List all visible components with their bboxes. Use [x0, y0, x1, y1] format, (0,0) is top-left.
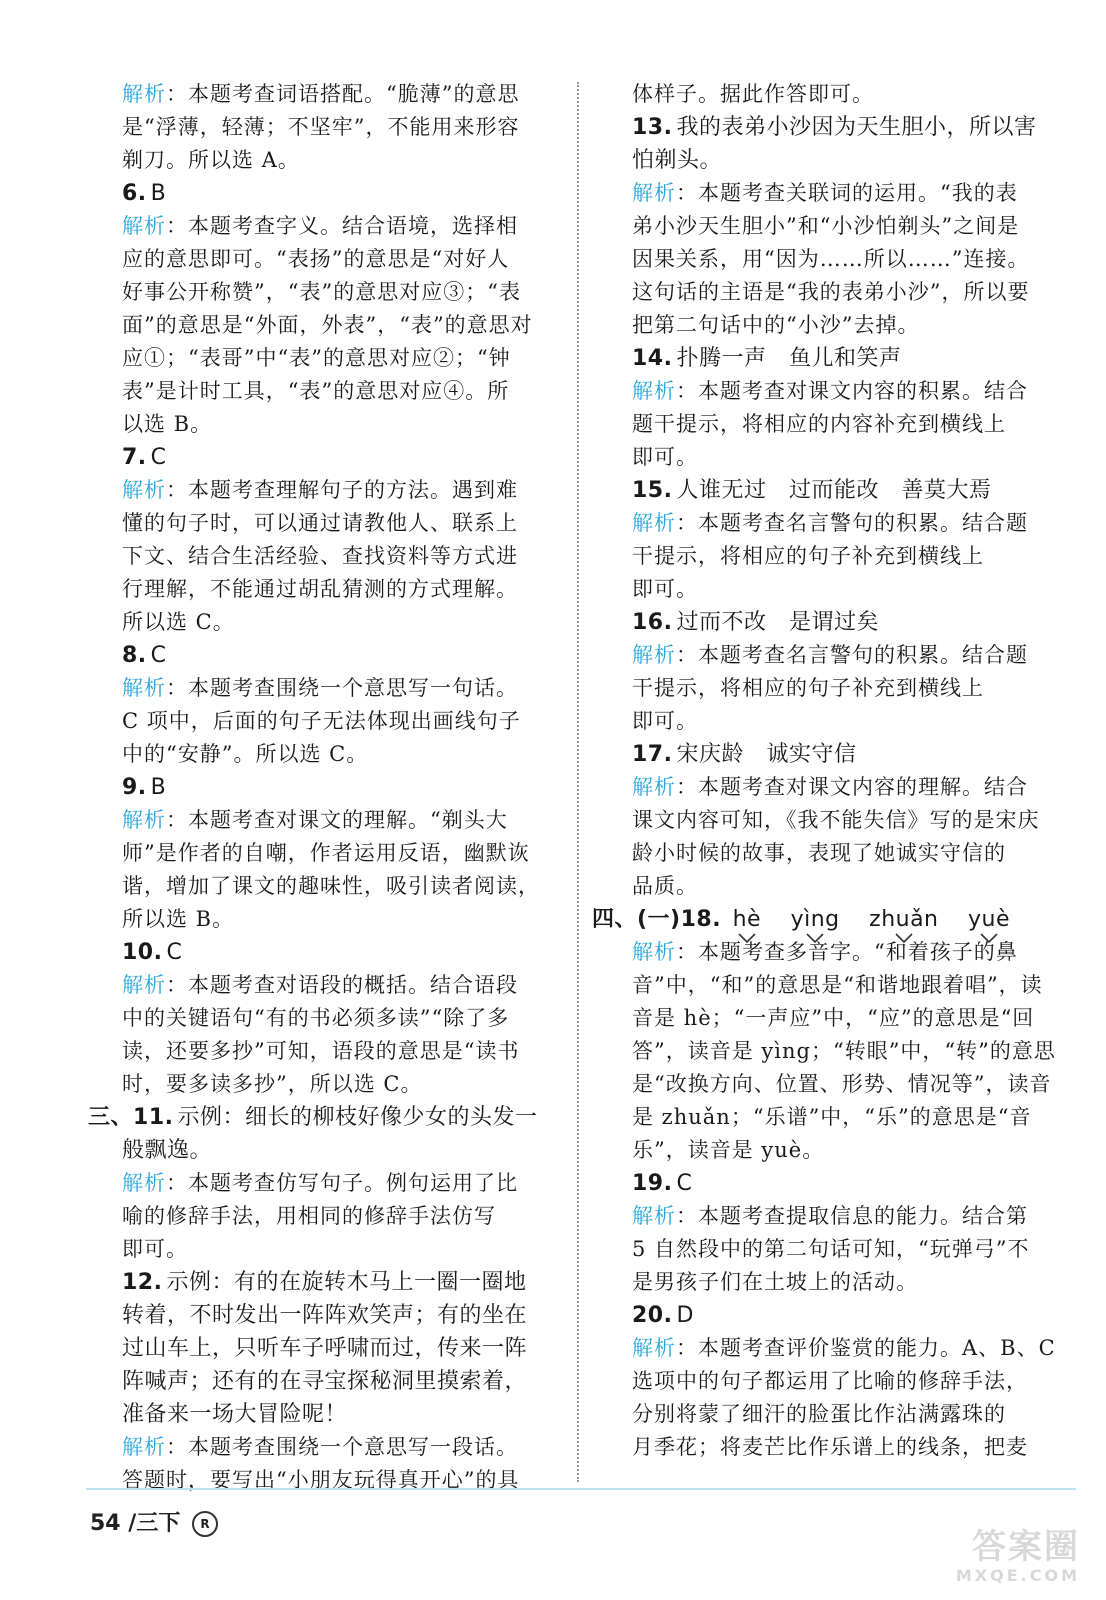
answer-19: 19. C	[632, 1171, 693, 1196]
column-divider	[577, 82, 579, 1482]
grade-label: /三下	[128, 1511, 181, 1536]
analysis-label: 解析	[122, 973, 166, 997]
analysis-label: 解析	[632, 1336, 676, 1360]
check-mark-icon	[980, 933, 998, 943]
answer-12: 12. 示例：有的在旋转木马上一圈一圈地	[122, 1270, 527, 1295]
answer-16: 16. 过而不改 是谓过矣	[632, 610, 879, 635]
answer-13: 13. 我的表弟小沙因为天生胆小，所以害	[632, 115, 1037, 140]
analysis-line: 是“浮薄，轻薄；不坚牢”，不能用来形容	[122, 115, 520, 139]
answer-11: 三、11. 示例：细长的柳枝好像少女的头发一	[88, 1105, 538, 1130]
analysis-label: 解析	[122, 478, 166, 502]
analysis-label: 解析	[632, 940, 676, 964]
pinyin-answer: zhuǎn	[869, 903, 938, 936]
watermark: 答案圈 MXQE.COM	[955, 1527, 1080, 1585]
edition-badge-icon: R	[192, 1511, 218, 1537]
check-mark-icon	[738, 933, 756, 943]
check-mark-icon	[806, 933, 824, 943]
answer-18: 四、(一)18. hè yìng zhuǎn yuè	[592, 903, 1060, 936]
answer-8: 8. C	[122, 643, 167, 668]
analysis-label: 解析	[122, 808, 166, 832]
analysis-label: 解析	[632, 511, 676, 535]
analysis-line: 剃刀。所以选 A。	[122, 148, 300, 172]
check-mark-icon	[895, 933, 913, 943]
analysis-line: 解析：本题考查字义。结合语境，选择相	[122, 214, 518, 238]
section-marker: 三、	[88, 1105, 134, 1130]
analysis-label: 解析	[122, 1171, 166, 1195]
section-marker: 四、(一)	[592, 907, 681, 932]
answer-14: 14. 扑腾一声 鱼儿和笑声	[632, 346, 902, 371]
answer-6: 6. B	[122, 181, 167, 206]
answer-10: 10. C	[122, 940, 183, 965]
analysis-label: 解析	[122, 1435, 166, 1459]
answer-7: 7. C	[122, 445, 167, 470]
answer-9: 9. B	[122, 775, 167, 800]
pinyin-answer: hè	[733, 903, 761, 936]
analysis-line: 解析：本题考查词语搭配。“脆薄”的意思	[122, 82, 520, 106]
analysis-label: 解析	[632, 379, 676, 403]
analysis-label: 解析	[632, 181, 676, 205]
answer-20: 20. D	[632, 1303, 694, 1328]
page-number: 54	[90, 1511, 121, 1536]
analysis-label: 解析	[122, 82, 166, 106]
analysis-label: 解析	[632, 775, 676, 799]
footer-rule	[86, 1488, 1076, 1490]
analysis-label: 解析	[632, 1204, 676, 1228]
page-footer	[90, 1506, 218, 1537]
pinyin-answer: yuè	[968, 903, 1010, 936]
analysis-label: 解析	[632, 643, 676, 667]
analysis-label: 解析	[122, 676, 166, 700]
left-column: 解析：本题考查词语搭配。“脆薄”的意思 是“浮薄，轻薄；不坚牢”，不能用来形容 剃刀。所以选 A。 6. B 解析：本题考查字义。结合语境，选择相 应的意思即可。“表扬”的意思是“对好人 好事公开称赞”，“表”的意思对应③；“表 面”的意思是“外面，外表”，“表”的意思对 应①；“表哥”中“表”的意思对应②；“钟 表”是计时工具，“表”的意思对应④。所 以选 B。 7. C 解析：本题考查理解句子的方法。遇到难 懂的句子时，可以通过请教他人、联系上 下文、结合生活经验、查找资料等方式进 行理解，不能通过胡乱猜测的方式理解。 所以选 C。 8. C 解析：本题考查围绕一个意思写一句话。 C 项中，后面的句子无法体现出画线句子 中的“安静”。所以选 C。 9. B 解析：本题考查对课文的理解。“剃头大 师”是作者的自嘲，作者运用反语，幽默诙 谐，增加了课文的趣味性，吸引读者阅读， 所以选 B。 10. C 解析：本题考查对语段的概括。结合语段 中的关键语句“有的书必须多读”“除了多 读，还要多抄”可知，语段的意思是“读书 时，要多读多抄”，所以选 C。 三、11. 示例：细长的柳枝好像少女的头发一 般飘逸。 解析：本题考查仿写句子。例句运用了比 喻的修辞手法，用相同的修辞手法仿写 即可。 12. 示例：有的在旋转木马上一圈一圈地 转着，不时发出一阵阵欢笑声；有的坐在 过山车上，只听车子呼啸而过，传来一阵 阵喊声；还有的在寻宝探秘洞里摸索着， 准备来一场大冒险呢！ 解析：本题考查围绕一个意思写一段话。 答题时，要写出“小朋友玩得真开心”的具	[122, 78, 554, 1497]
pinyin-answer: yìng	[791, 903, 840, 936]
right-column: 体样子。据此作答即可。 13. 我的表弟小沙因为天生胆小，所以害 怕剃头。 解析：本题考查关联词的运用。“我的表 弟小沙天生胆小”和“小沙怕剃头”之间是 因果关系，用“因为……所以……”连接。 这句话的主语是“我的表弟小沙”，所以要 把第二句话中的“小沙”去掉。 14. 扑腾一声 鱼儿和笑声 解析：本题考查对课文内容的积累。结合 题干提示，将相应的内容补充到横线上 即可。 15. 人谁无过 过而能改 善莫大焉 解析：本题考查名言警句的积累。结合题 干提示，将相应的句子补充到横线上 即可。 16. 过而不改 是谓过矣 解析：本题考查名言警句的积累。结合题 干提示，将相应的句子补充到横线上 即可。 17. 宋庆龄 诚实守信 解析：本题考查对课文内容的理解。结合 课文内容可知，《我不能失信》写的是宋庆 龄小时候的故事，表现了她诚实守信的 品质。 四、(一)18. hè yìng zhuǎn yuè 解析：本题考查多音字。“和着孩子的鼻 音”中，“和”的意思是“和谐地跟着唱”，读 音是 hè；“一声应”中，“应”的意思是“回 答”，读音是 yìng；“转眼”中，“转”的意思 是“改换方向、位置、形势、情况等”，读音 是 zhuǎn；“乐谱”中，“乐”的意思是“音 乐”，读音是 yuè。 19. C 解析：本题考查提取信息的能力。结合第 5 自然段中的第二句话可知，“玩弹弓”不 是男孩子们在土坡上的活动。 20. D 解析：本题考查评价鉴赏的能力。A、B、C 选项中的句子都运用了比喻的修辞手法， 分别将蒙了细汗的脸蛋比作沾满露珠的 月季花；将麦芒比作乐谱上的线条，把麦	[632, 78, 1060, 1464]
answer-17: 17. 宋庆龄 诚实守信	[632, 742, 857, 767]
answer-15: 15. 人谁无过 过而能改 善莫大焉	[632, 478, 992, 503]
analysis-label: 解析	[122, 214, 166, 238]
